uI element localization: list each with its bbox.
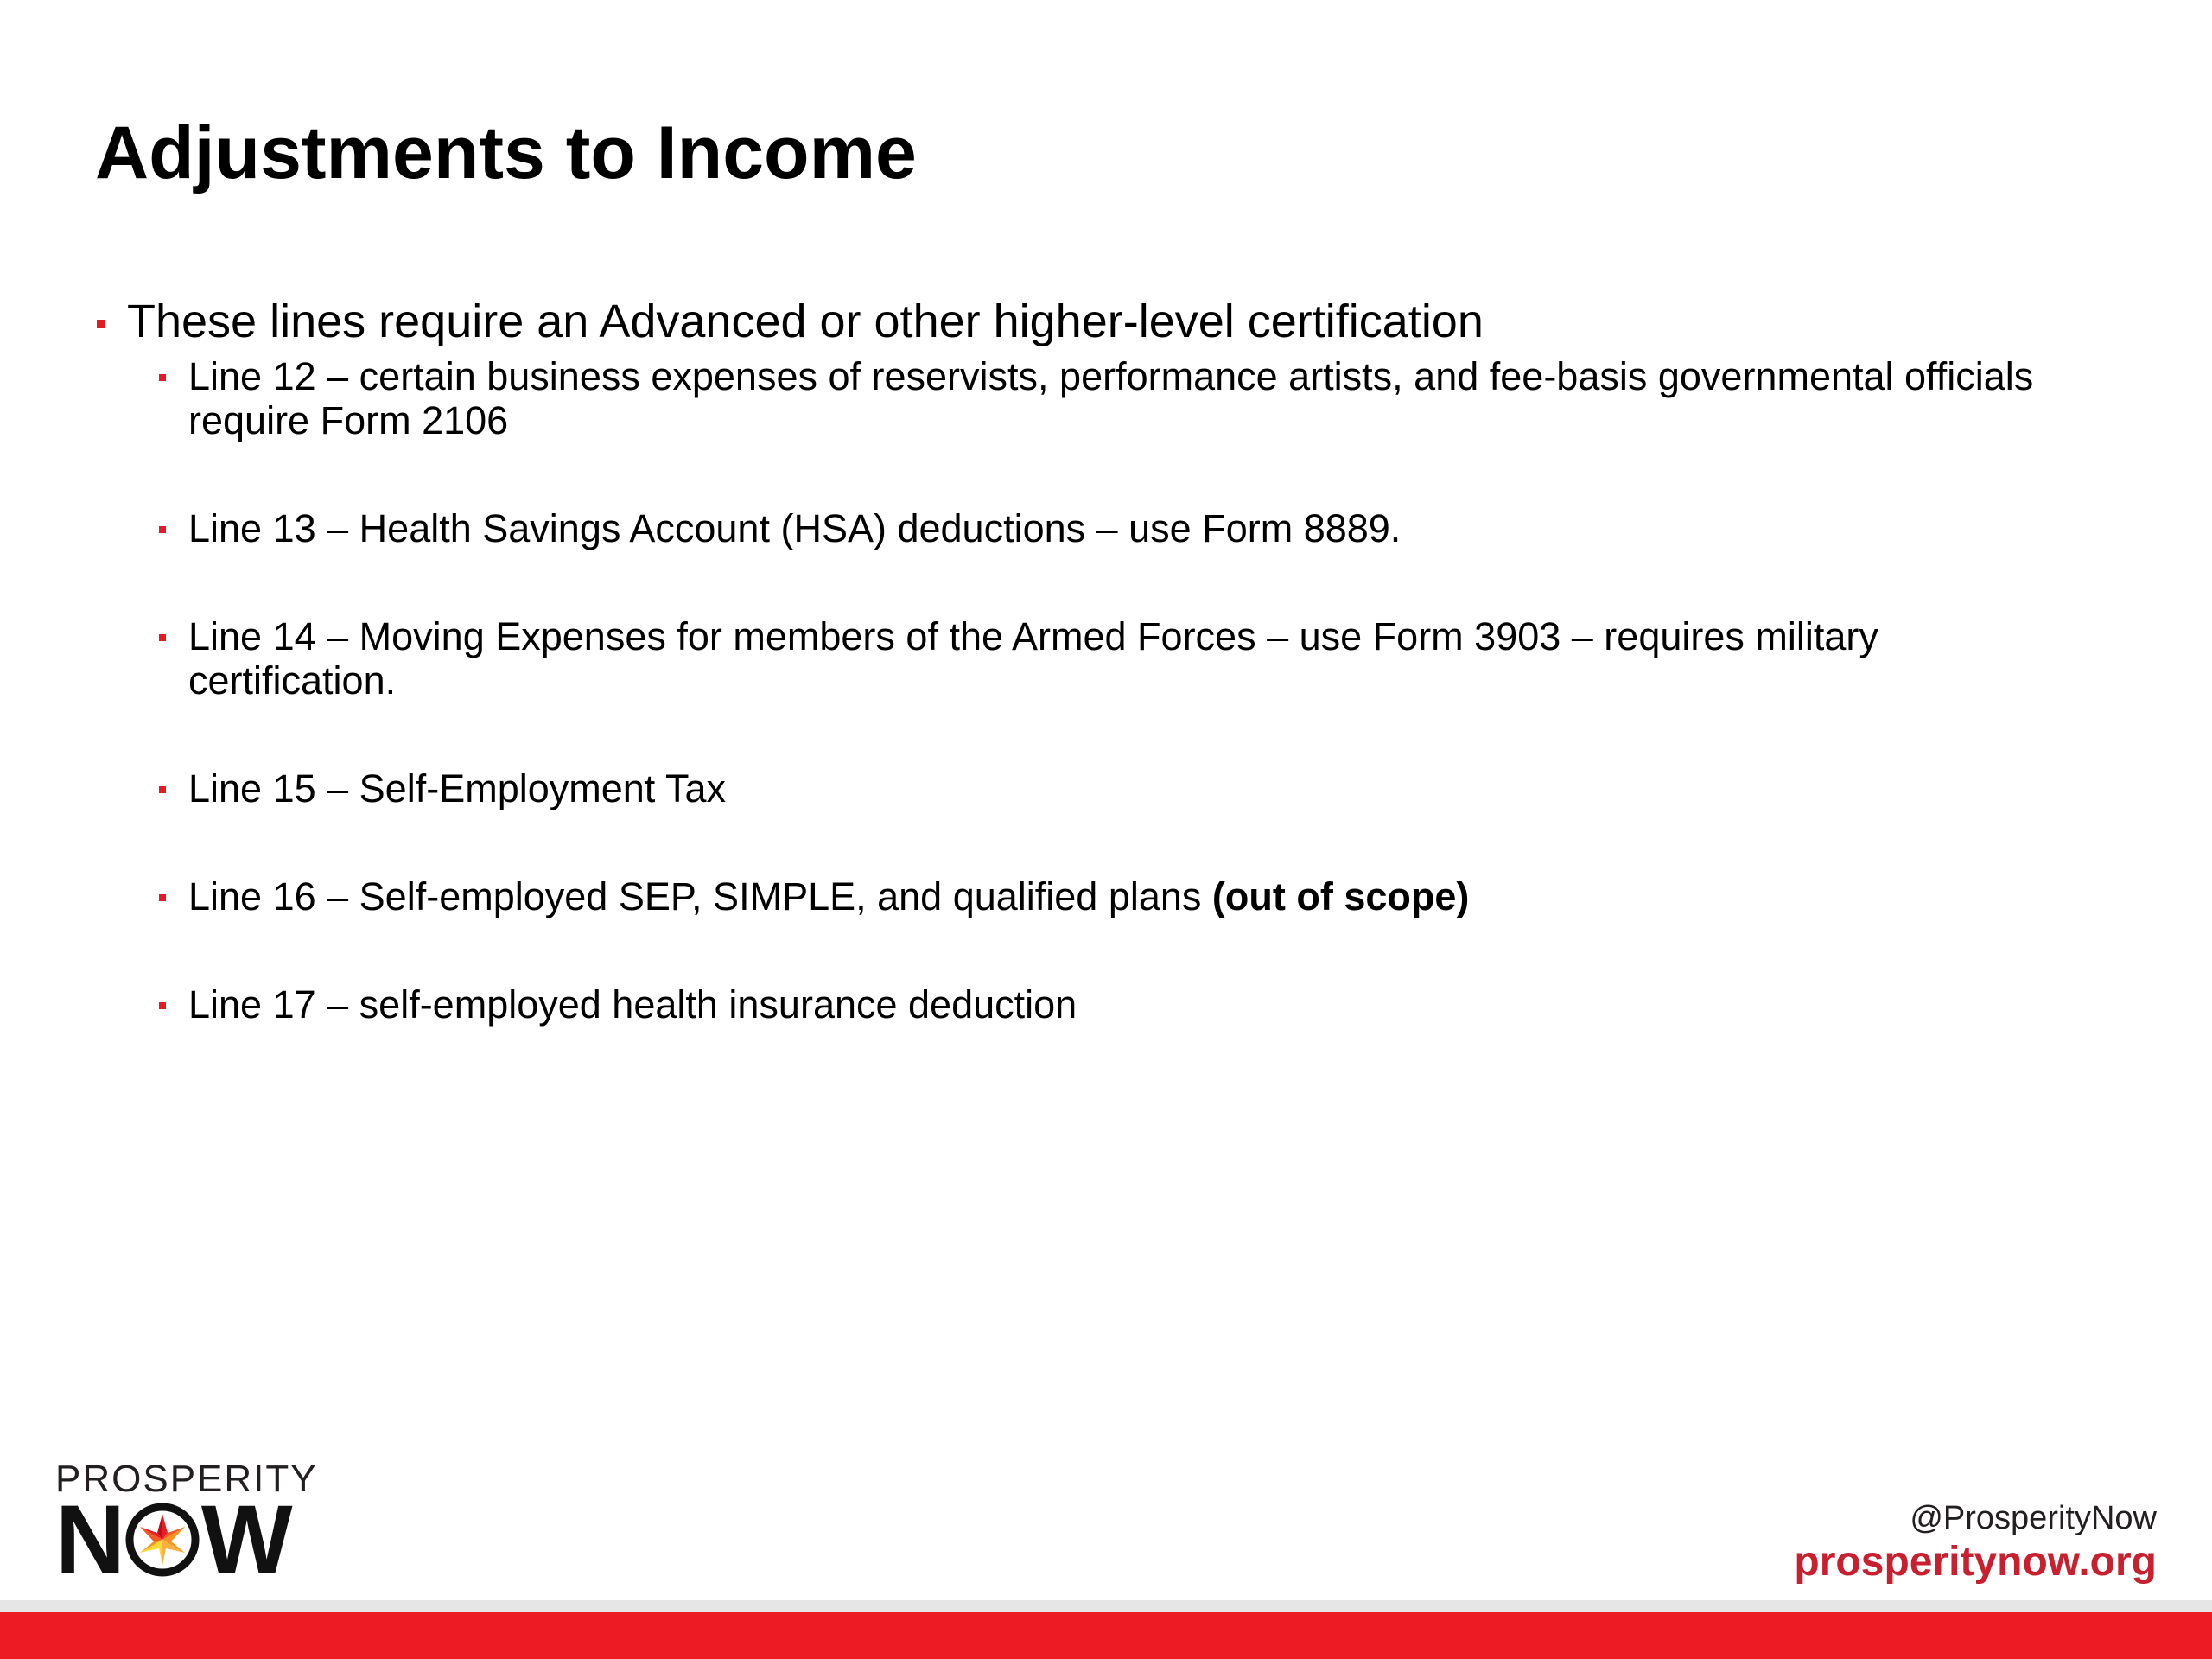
sub-bullet-text: Line 12 – certain business expenses of reservists, performance artists, and fee-basis governmental officials require Form 2106 <box>188 354 2034 442</box>
bullet-marker <box>159 526 166 533</box>
logo-wordmark-top: PROSPERITY <box>55 1458 318 1500</box>
website-link[interactable]: prosperitynow.org <box>1794 1539 2157 1585</box>
sub-bullet-text: Line 16 – Self-employed SEP, SIMPLE, and qualified plans <box>188 874 1212 918</box>
sub-bullet-text: Line 15 – Self-Employment Tax <box>188 766 727 810</box>
social-handle: @ProsperityNow <box>1910 1500 2157 1536</box>
bullet-marker <box>159 1002 166 1009</box>
bullet-marker <box>159 786 166 793</box>
footer-contact <box>1794 1498 2157 1586</box>
bullet-marker <box>159 374 166 381</box>
main-bullet-text: These lines require an Advanced or other higher-level certification <box>127 296 1484 347</box>
out-of-scope-note: (out of scope) <box>1211 874 1470 918</box>
sub-bullet-line-12 <box>157 354 2065 442</box>
bullet-marker <box>97 320 105 328</box>
logo-wordmark-now <box>55 1485 291 1593</box>
sub-bullet-text: Line 14 – Moving Expenses for members of the Armed Forces – use Form 3903 – requires military certification. <box>188 614 1878 702</box>
sub-bullet-text: Line 13 – Health Savings Account (HSA) deductions – use Form 8889. <box>188 506 1402 550</box>
sub-bullet-list <box>95 354 2065 1027</box>
bullet-marker <box>159 894 166 901</box>
sub-bullet-line-17 <box>157 982 2065 1027</box>
sub-bullet-line-13 <box>157 506 2065 550</box>
bullet-marker <box>159 634 166 641</box>
footer-accent-bar <box>0 1612 2212 1659</box>
sub-bullet-line-14 <box>157 614 2065 702</box>
footer-divider <box>0 1600 2212 1612</box>
slide-content <box>95 294 2065 1090</box>
sub-bullet-text: Line 17 – self-employed health insurance deduction <box>188 982 1077 1027</box>
sub-bullet-line-16 <box>157 874 2065 918</box>
slide-title: Adjustments to Income <box>95 111 917 194</box>
logo-letter-n: N <box>55 1485 124 1593</box>
main-bullet <box>95 294 2065 349</box>
sub-bullet-line-15 <box>157 766 2065 810</box>
logo-letter-w: W <box>200 1485 291 1593</box>
star-o-icon <box>125 1503 200 1577</box>
prosperity-now-logo <box>55 1458 318 1593</box>
